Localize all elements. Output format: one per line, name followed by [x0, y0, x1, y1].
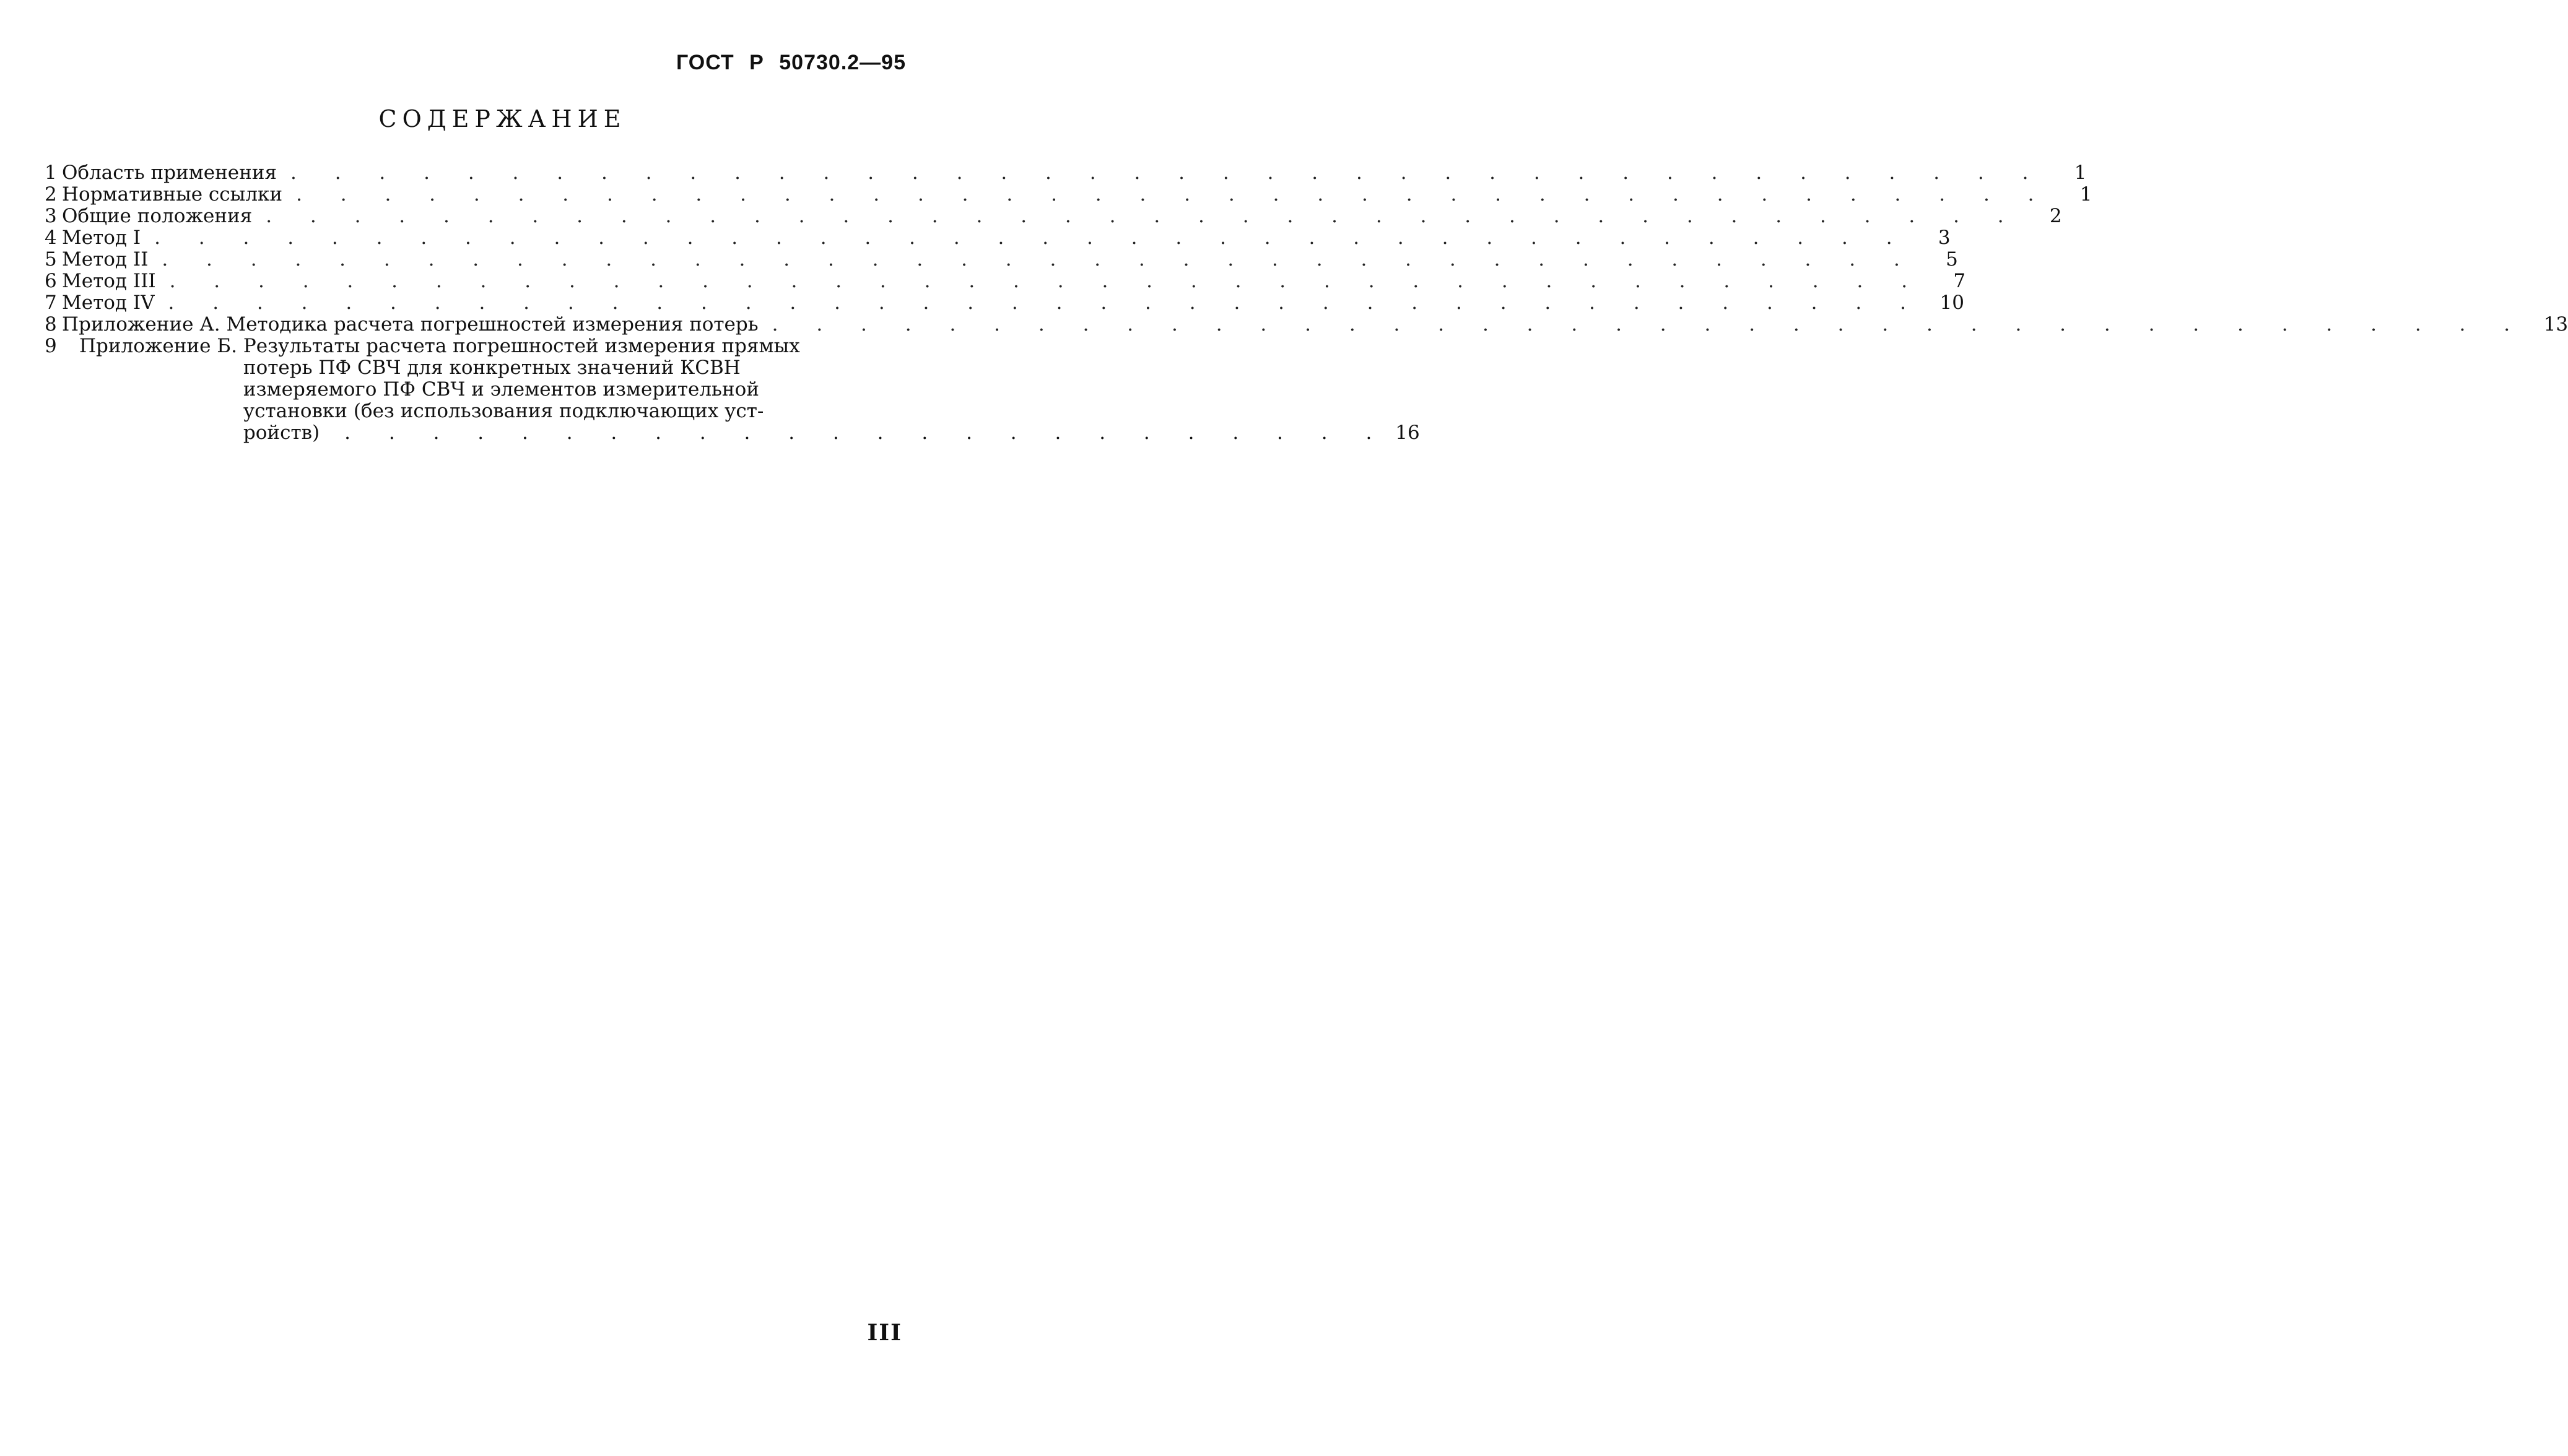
toc-item	[45, 162, 2087, 184]
toc-item-page: 16	[1395, 422, 1420, 444]
toc-item-number: 1	[45, 162, 57, 184]
toc-item-page: 7	[1953, 270, 1966, 292]
toc-item	[45, 270, 1966, 292]
document-code: ГОСТ Р 50730.2—95	[676, 51, 906, 74]
toc-item-line: Результаты расчета погрешностей измерения прямых	[243, 335, 800, 357]
toc-item-number: 9	[45, 335, 57, 357]
toc-item	[45, 205, 2062, 227]
toc-item-line: ройств)	[243, 422, 320, 444]
toc-item-page: 1	[2074, 162, 2087, 184]
dot-leader: . . . . . . . . . . . . . . . . . . . . . . . . . . . . . . . . . . . . . . . .	[266, 205, 2020, 227]
dot-leader: . . . . . . . . . . . . . . . . . . . . . . . . . . . . . . . . . . . . . . . .	[154, 227, 1909, 249]
toc-item-line: установки (без использования подключающих уст-	[243, 400, 764, 422]
toc-item-last-line	[243, 422, 1420, 444]
toc-item-description	[243, 335, 1420, 444]
toc-item-title: Метод II	[62, 248, 149, 271]
toc-item-number: 8	[45, 313, 57, 336]
toc-item-title: Метод I	[62, 227, 141, 249]
dot-leader: . . . . . . . . . . . . . . . . . . . . . . . . . . . . . . . . . . . . . . . .	[168, 292, 1922, 314]
toc-item	[45, 248, 1958, 271]
dot-leader: . . . . . . . . . . . . . . . . . . . . . . . . . . . . . . . . . . . . . . . .	[290, 162, 2045, 184]
toc-item-title: Приложение А. Методика расчета погрешностей измерения потерь	[62, 313, 759, 336]
toc-item-page: 5	[1946, 248, 1958, 271]
toc-item-title: Нормативные ссылки	[62, 183, 283, 206]
toc-item-appendix-b	[45, 335, 1420, 444]
toc-item-title: Метод IV	[62, 292, 155, 314]
toc-item-title: Область применения	[62, 162, 277, 184]
page-number: III	[867, 1320, 902, 1346]
toc-item-number: 5	[45, 248, 57, 271]
toc-item-page: 2	[2049, 205, 2062, 227]
toc-item-title: Метод III	[62, 270, 156, 292]
dot-leader: . . . . . . . . . . . . . . . . . . . . . . . . . . . . . . . . . . . . . . . .	[169, 270, 1924, 292]
toc-item-title: Общие положения	[62, 205, 253, 227]
toc-item-number: 7	[45, 292, 57, 314]
toc-item-number: 4	[45, 227, 57, 249]
toc-item-number: 3	[45, 205, 57, 227]
toc-item	[45, 183, 2092, 206]
dot-leader: . . . . . . . . . . . . . . . . . . . . . . . . . . . . . . . . . . . . . . . .	[296, 183, 2050, 206]
table-of-contents	[45, 162, 2568, 444]
toc-item	[45, 292, 1964, 314]
toc-item-number: 6	[45, 270, 57, 292]
toc-item	[45, 313, 2568, 336]
toc-item-number: 2	[45, 183, 57, 206]
dot-leader: . . . . . . . . . . . . . . . . . . . . . . . .	[344, 422, 1388, 444]
toc-item-page: 1	[2079, 183, 2092, 206]
page-title: СОДЕРЖАНИЕ	[378, 105, 627, 132]
toc-item-line: потерь ПФ СВЧ для конкретных значений КСВН	[243, 357, 741, 379]
toc-item-page: 3	[1938, 227, 1951, 249]
toc-item-line: измеряемого ПФ СВЧ и элементов измерительной	[243, 378, 759, 401]
dot-leader: . . . . . . . . . . . . . . . . . . . . . . . . . . . . . . . . . . . . . . . .	[772, 313, 2527, 336]
toc-item-page: 13	[2543, 313, 2568, 336]
toc-item-label: Приложение Б.	[79, 335, 237, 357]
toc-item-page: 10	[1939, 292, 1964, 314]
toc-item	[45, 227, 1951, 249]
dot-leader: . . . . . . . . . . . . . . . . . . . . . . . . . . . . . . . . . . . . . . . .	[162, 248, 1916, 271]
